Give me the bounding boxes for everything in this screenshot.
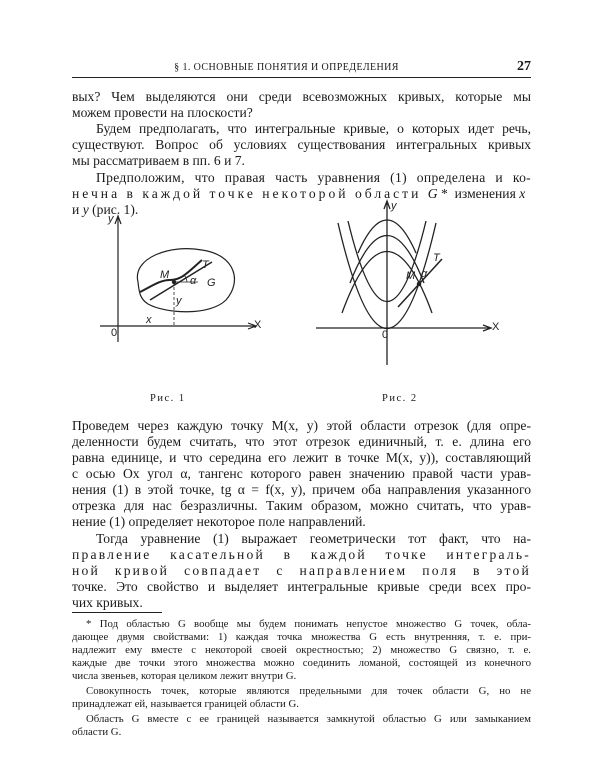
footnote-p1-l5: числа звеньев, которая целиком лежит внутри G. bbox=[72, 670, 297, 682]
fig1-label-alpha: α bbox=[190, 275, 197, 287]
fig2-point-M bbox=[417, 282, 420, 285]
para4-line3: равна единице, и что середина его лежит в точке M(x, y)), составляющий bbox=[72, 450, 531, 465]
para5-line4: точке. Это свойство и выделяет интегральные кривые среди всех про- bbox=[72, 579, 531, 594]
para2-line1: Будем предполагать, что интегральные кривые, о которых идет речь, bbox=[96, 121, 531, 136]
para4-line2: деленности будем считать, что этот отрезок единичный, т. е. длина его bbox=[72, 434, 531, 449]
fig1-label-x: x bbox=[146, 314, 152, 326]
fig2-label-O: 0 bbox=[382, 329, 389, 341]
fig1-point-M bbox=[172, 280, 175, 283]
footnote-p1-l3: надлежит ему вместе с некоторой своей окрестностью; 2) множество G связно, т. е. bbox=[72, 644, 531, 656]
running-title: § 1. ОСНОВНЫЕ ПОНЯТИЯ И ОПРЕДЕЛЕНИЯ bbox=[174, 62, 399, 73]
footnote-rule bbox=[72, 612, 162, 613]
para2-line2: существуют. Вопрос об условиях существования интегральных кривых bbox=[72, 137, 531, 152]
para5-line3: ной кривой совпадает с направлением поля в этой bbox=[72, 563, 531, 578]
footnote-p3-l2: области G. bbox=[72, 726, 122, 738]
footnote-p2-l1: Совокупность точек, которые являются предельными для точек области G, но не bbox=[86, 685, 531, 697]
figure-2 bbox=[310, 195, 510, 370]
fig1-label-O: 0 bbox=[111, 327, 118, 339]
page-number: 27 bbox=[517, 59, 531, 74]
fig1-label-T: T bbox=[202, 259, 209, 271]
figure-1 bbox=[90, 210, 270, 350]
fig1-region-G bbox=[137, 249, 234, 312]
para1-line1: вых? Чем выделяются они среди всевозможных кривых, которые мы bbox=[72, 89, 531, 104]
footnote-p1-l4: каждые две точки этого множества можно соединить ломаной, состоящей из конечного bbox=[72, 657, 531, 669]
para5-line5: чих кривых. bbox=[72, 595, 143, 610]
para4-line6: отрезка для нас безразличны. Таким образом, можно считать, что урав- bbox=[72, 498, 531, 513]
figure-2-caption: Рис. 2 bbox=[382, 393, 418, 404]
running-header bbox=[72, 59, 531, 78]
figure-1-caption: Рис. 1 bbox=[150, 393, 186, 404]
footnote-p3-l1: Область G вместе с ее границей называется замкнутой областью G или замыканием bbox=[86, 713, 531, 725]
para3-line1: Предположим, что правая часть уравнения (1) определена и ко- bbox=[96, 170, 531, 185]
para4-line7: нение (1) определяет некоторое поле направлений. bbox=[72, 514, 366, 529]
fig2-label-y: y bbox=[391, 200, 397, 212]
para1-line2: можем провести на плоскости? bbox=[72, 105, 253, 120]
para4-line1: Проведем через каждую точку M(x, y) этой области отрезок (для опре- bbox=[72, 418, 531, 433]
para4-line5: нения (1) в этой точке, tg α = f(x, y), причем оба направления указанного bbox=[72, 482, 531, 497]
footnote-p2-l2: принадлежат ей, называется границей области G. bbox=[72, 698, 300, 710]
para5-line1: Тогда уравнение (1) выражает геометрически тот факт, что на- bbox=[96, 531, 531, 546]
para2-line3: мы рассматриваем в пп. 6 и 7. bbox=[72, 153, 245, 168]
fig2-label-alpha: α bbox=[421, 268, 428, 280]
para4-line4: с осью Ox угол α, тангенс которого равен значению правой части урав- bbox=[72, 466, 531, 481]
fig1-label-y: y bbox=[108, 213, 114, 225]
fig1-label-M: M bbox=[160, 269, 170, 281]
para5-line2: правление касательной в каждой точке интеграль- bbox=[72, 547, 531, 562]
fig2-label-T: T bbox=[433, 252, 440, 264]
para3-line2: нечна в каждой точке некоторой области G * изменения x и y (рис. 1). bbox=[72, 186, 526, 217]
fig1-label-yy: y bbox=[176, 295, 182, 307]
footnote-p1-l2: дающее двумя свойствами: 1) каждая точка множества G есть внутренняя, т. е. при- bbox=[72, 631, 531, 643]
fig1-label-X: X bbox=[254, 319, 262, 331]
footnote-p1-l1: * Под областью G вообще мы будем понимать непустое множество G точек, обла- bbox=[86, 618, 531, 630]
fig2-label-M: M bbox=[406, 270, 416, 282]
fig1-label-G: G bbox=[207, 277, 216, 289]
fig2-label-X: X bbox=[492, 321, 500, 333]
